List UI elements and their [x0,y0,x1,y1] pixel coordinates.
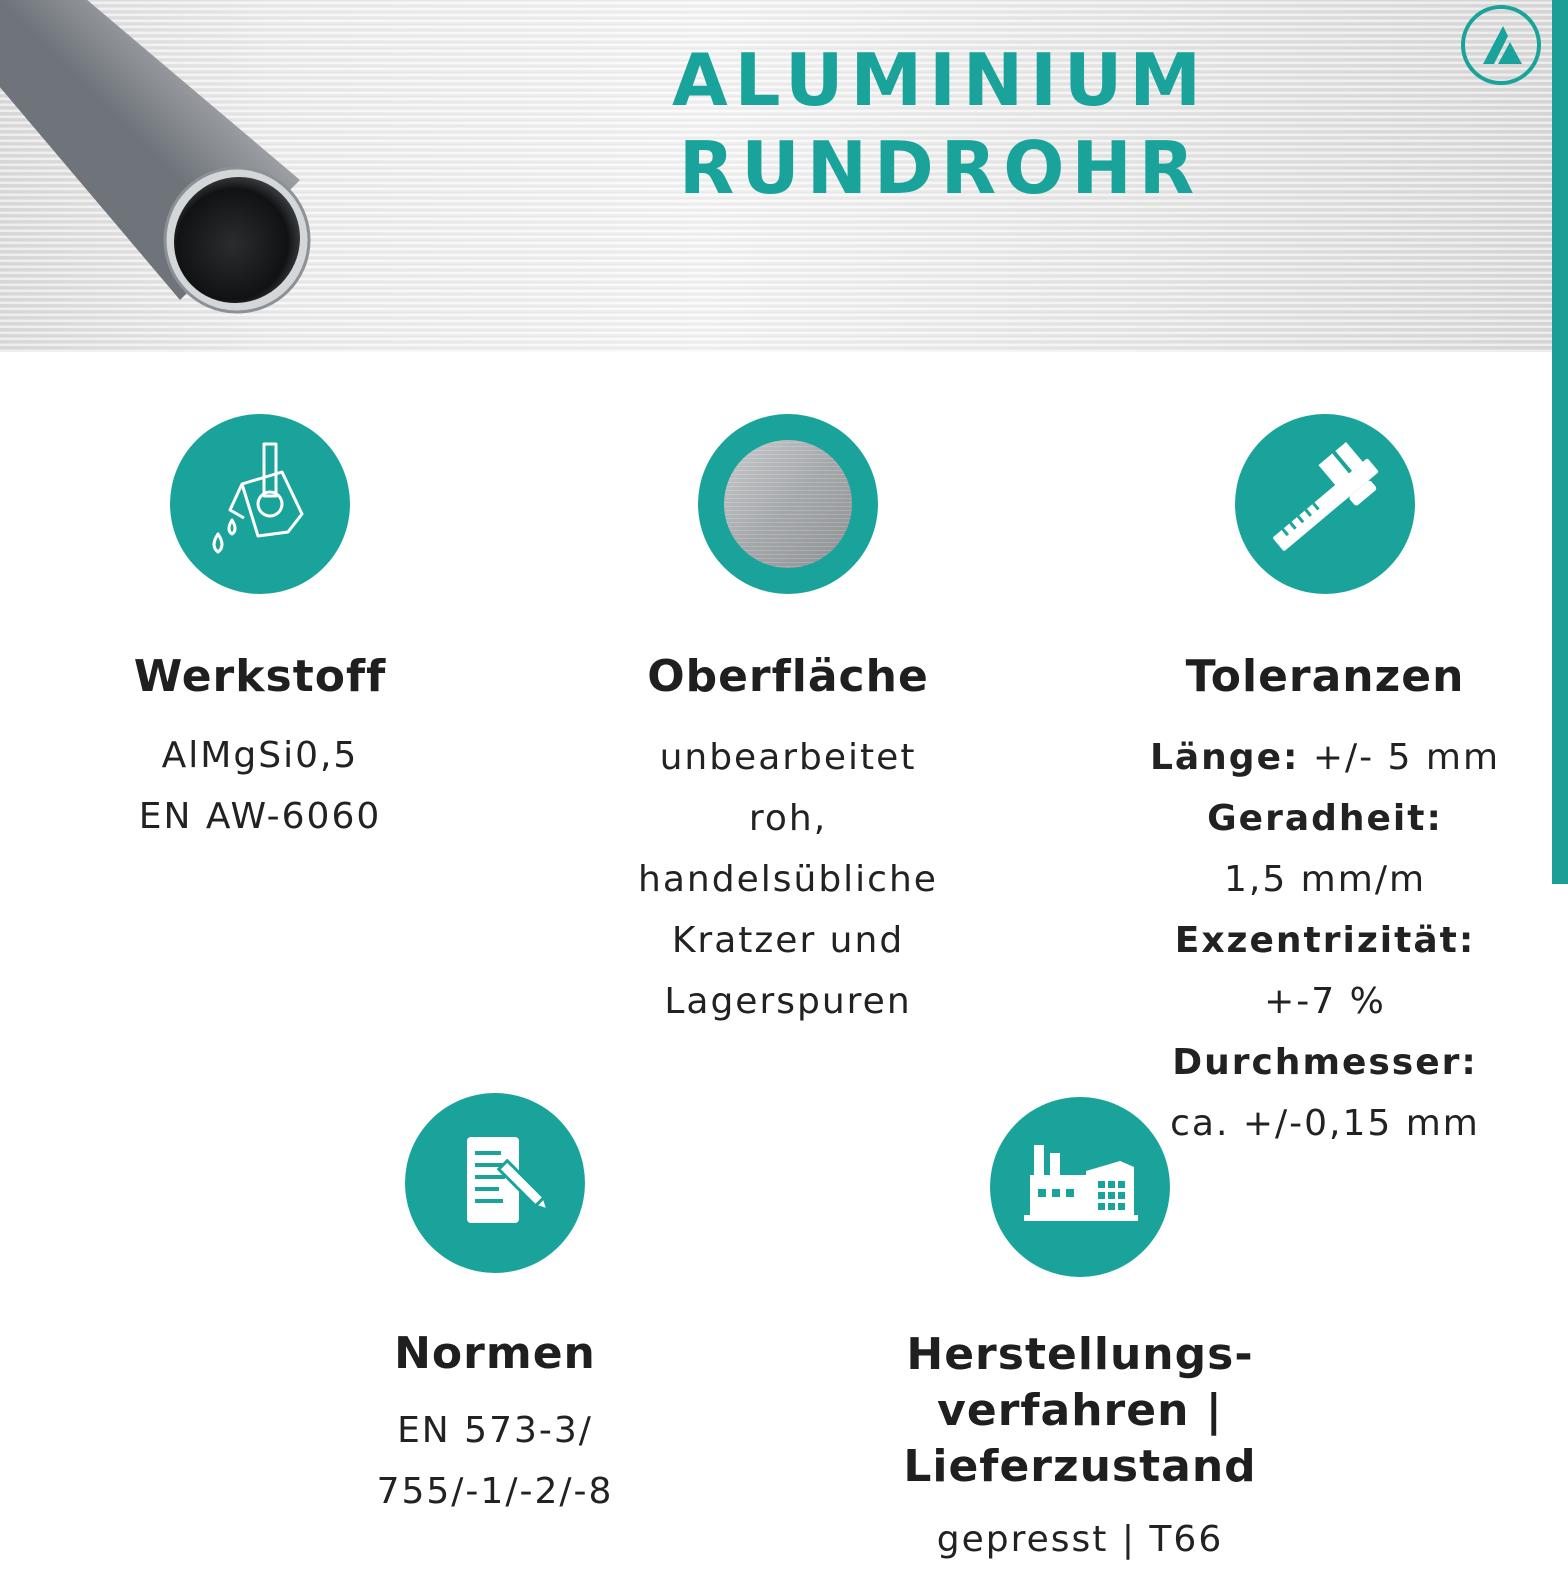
herstellung-title-line-2: verfahren | [937,1385,1223,1436]
normen-icon-circle [405,1093,585,1273]
laenge-row [1140,727,1510,788]
normen-line-1: EN 573-3/ [397,1410,593,1451]
right-edge-accent [1552,0,1568,884]
oberflaeche-line-3: handelsübliche [638,859,938,900]
herstellung-title [880,1327,1280,1495]
oberflaeche-line-5: Lagerspuren [664,981,912,1022]
exzentrizitaet-label: Exzentrizität: [1174,920,1476,961]
werkstoff-icon-circle [170,414,350,594]
laenge-label: Länge: [1149,737,1300,778]
normen-line-2: 755/-1/-2/-8 [376,1471,614,1512]
brand-logo-icon [1458,2,1544,88]
durchmesser-value: ca. +/-0,15 mm [1170,1103,1480,1144]
feature-normen [330,1093,660,1522]
page-title [560,36,1320,212]
exzentrizitaet-value: +-7 % [1264,981,1386,1022]
title-line-1: ALUMINIUM [671,38,1209,122]
aluminium-tube-photo [0,0,340,330]
laenge-value: +/- 5 mm [1299,737,1501,778]
toleranzen-text [1140,727,1510,1154]
document-pen-icon [405,1093,585,1273]
oberflaeche-line-2: roh, [748,798,828,839]
herstellung-title-line-1: Herstellungs- [906,1329,1254,1380]
normen-title: Normen [394,1328,596,1379]
caliper-icon [1235,414,1415,594]
werkstoff-text [90,725,430,847]
werkstoff-line-1: AlMgSi0,5 [161,735,359,776]
herstellung-text: gepresst | T66 [936,1519,1224,1560]
title-line-2: RUNDROHR [678,126,1202,210]
oberflaeche-icon-circle [698,414,878,594]
geradheit-label: Geradheit: [1207,798,1443,839]
oberflaeche-line-1: unbearbeitet [659,737,917,778]
durchmesser-label: Durchmesser: [1172,1042,1478,1083]
brushed-metal-surface-icon [698,414,878,594]
feature-werkstoff [90,414,430,847]
factory-icon [990,1097,1170,1277]
oberflaeche-title: Oberfläche [647,651,929,702]
feature-herstellung [880,1097,1280,1570]
feature-toleranzen [1140,414,1510,1154]
feature-oberflaeche [588,414,988,1032]
herstellung-title-line-3: Lieferzustand [903,1441,1257,1492]
toleranzen-icon-circle [1235,414,1415,594]
geradheit-value: 1,5 mm/m [1223,859,1427,900]
herstellung-icon-circle [990,1097,1170,1277]
header-banner [0,0,1568,352]
foundry-ladle-icon [170,414,350,594]
oberflaeche-text [588,727,988,1032]
toleranzen-title: Toleranzen [1185,651,1465,702]
oberflaeche-line-4: Kratzer und [671,920,905,961]
werkstoff-title: Werkstoff [133,651,387,702]
werkstoff-line-2: EN AW-6060 [138,796,382,837]
normen-text [330,1400,660,1522]
